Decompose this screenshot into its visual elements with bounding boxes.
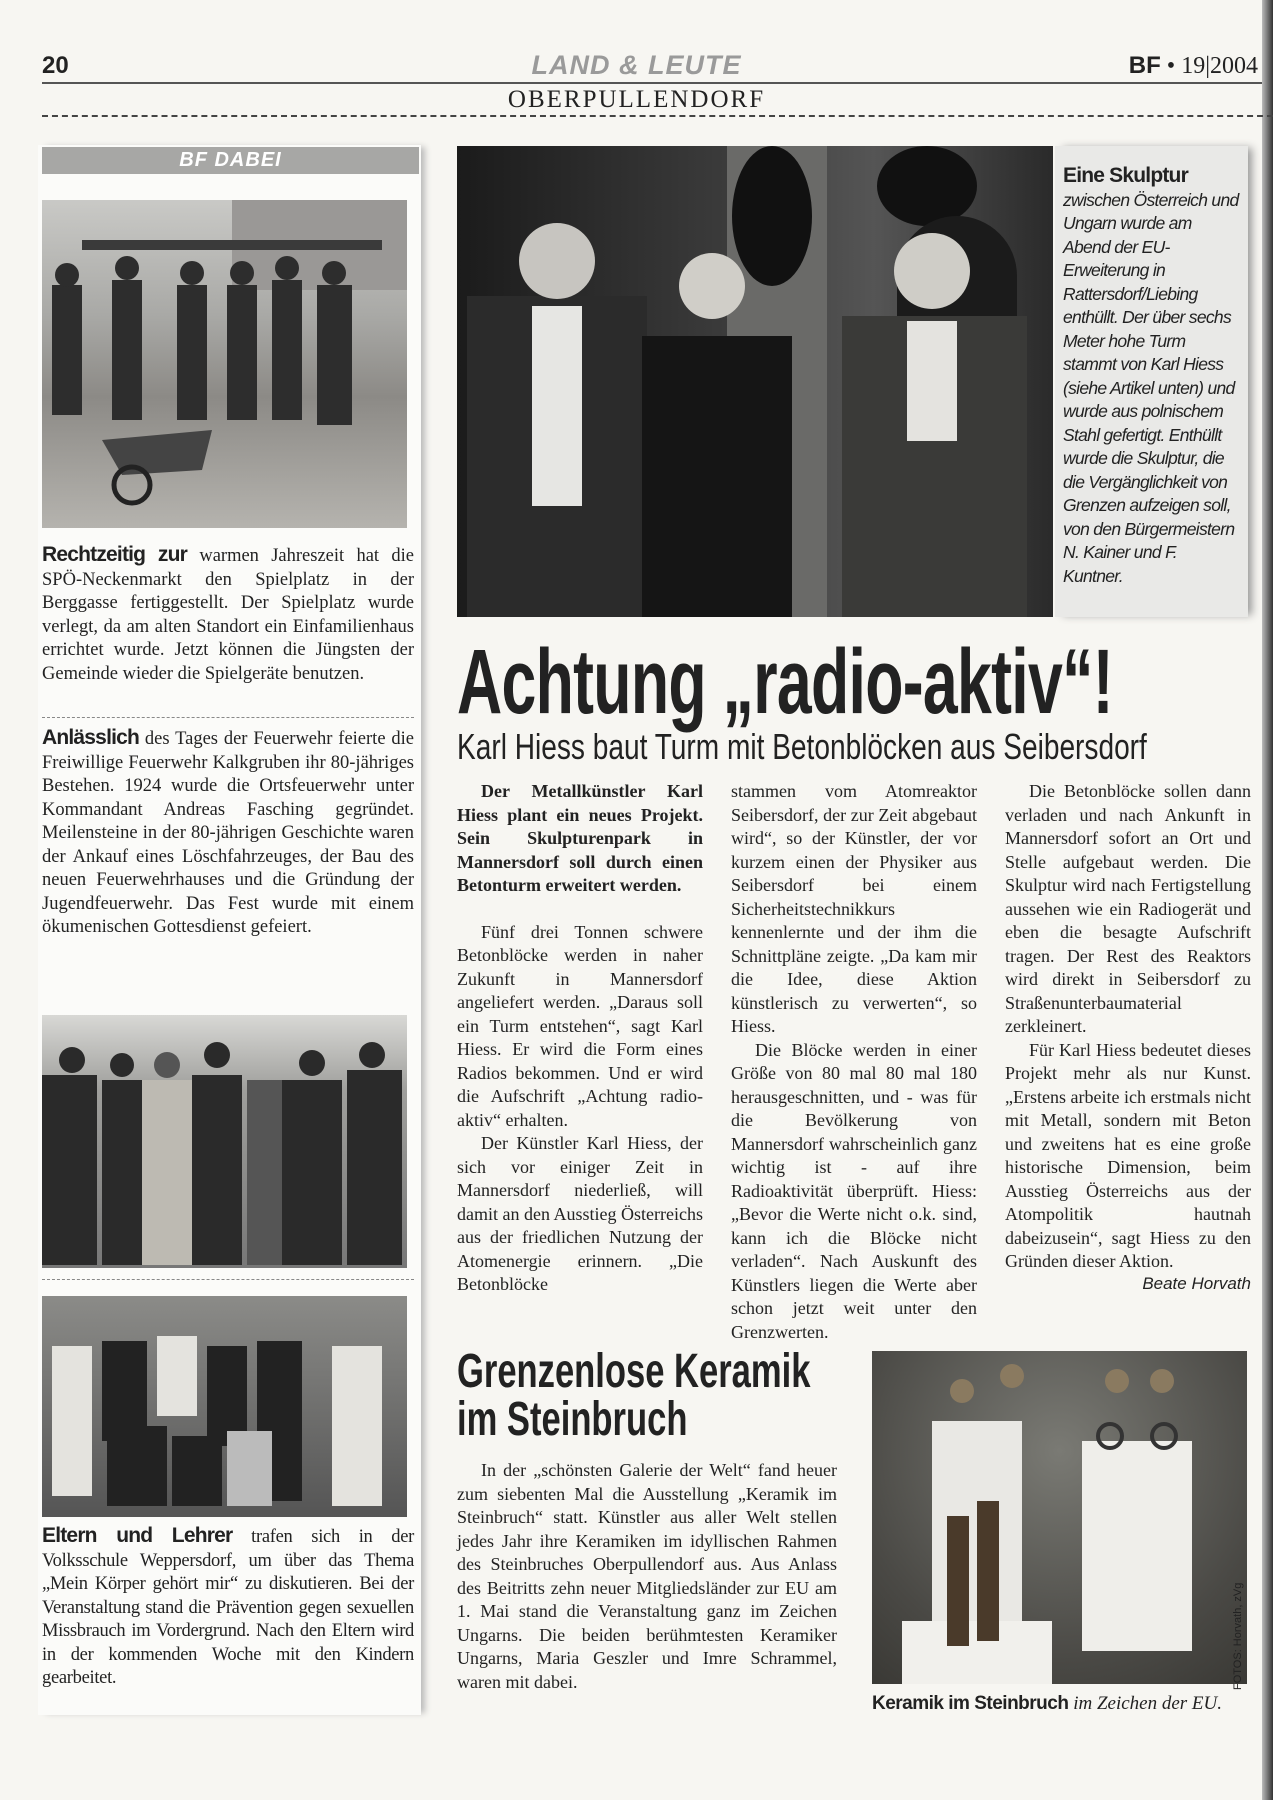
headline-line: im Steinbruch [457,1393,688,1446]
sidebar-banner: BF DABEI [42,147,419,174]
lead-in: Eltern und Lehrer [42,1524,233,1547]
item-text: warmen Jahreszeit hat die SPÖ-Neckenmarkt den Spielplatz in der Berggasse fertiggestellt. Der Spielplatz wurde verlegt, da am alten Standort ein Einfamilienhaus errichtet wurde. Jetzt können die Jüngsten der Gemeinde wieder die Spielgeräte benutzen. [42,546,414,684]
school-meeting-photo [42,1296,407,1517]
fire-brigade-photo-illustration [42,1015,407,1268]
paragraph: Für Karl Hiess bedeutet dieses Projekt mehr als nur Kunst. „Erstens arbeite ich erstmals nicht mit Metall, sondern mit Beton und zweitens hat es eine große historische Dimension, beim Ausstieg Österreichs aus der Atompolitik hautnah dabeizusein“, sagt Hiess zu den Gründen dieser Aktion. [1005,1039,1251,1271]
publication-name: BF [1128,52,1161,79]
keramik-headline [457,1345,811,1446]
sidebar-item-playground [42,543,414,686]
photo-credit: FOTOS: Horvath, zVg [1232,1582,1244,1690]
article-column-2 [731,780,977,1344]
scan-edge-shadow [1262,0,1273,1800]
article-subheadline: Karl Hiess baut Turm mit Betonblöcken aus Seibersdorf [457,726,1147,767]
school-meeting-photo-illustration [42,1296,407,1517]
ceramics-photo-caption [872,1693,1222,1715]
article-headline: Achtung „radio-aktiv“! [457,631,1113,733]
issue-info [1129,52,1258,80]
header-dashed-divider [42,115,1273,117]
header-rule [42,82,1262,84]
item-text: des Tages der Feuerwehr feierte die Freiwillige Feuerwehr Kalkgruben ihr 80-jähriges Bestehen. 1924 wurde die Ortsfeuerwehr unter Kommandant Andreas Fasching gegründet. Meilensteine in der 80-jährigen Geschichte waren der Ankauf eines Löschfahrzeuges, der Bau des neuen Feuerwehrhauses und die Gründung der Jugendfeuerwehr. Das Fest wurde mit einem ökumenischen Gottesdienst gefeiert. [42,729,414,937]
separator-dot: • [1166,53,1176,79]
sidebar-item-school [42,1524,414,1691]
paragraph: Die Betonblöcke sollen dann verladen und nach Ankunft in Mannersdorf sofort an Ort und Stelle aufgebaut werden. Die Skulptur wird nach Fertigstellung aussehen wie ein Radiogerät und eben die besagte Aufschrift tragen. Der Rest des Reaktors wird direkt in Seibersdorf zu Straßenunterbaumaterial zerkleinert. [1005,781,1251,1036]
section-title: LAND & LEUTE [531,50,742,80]
paragraph: In der „schönsten Galerie der Welt“ fand heuer zum siebenten Mal die Ausstellung „Keramik im Steinbruch“ statt. Künstler aus aller Welt stellen jedes Jahr ihre Keramiken im idyllischen Rahmen des Steinbruches Oberpullendorf aus. Aus Anlass des Beitritts zehn neuer Mitgliedsländer zur EU am 1. Mai stand die Veranstaltung ganz im Zeichen Ungarns. Die beiden berühmtesten Keramiker Ungarns, Maria Geszler und Imre Schrammel, waren mit dabei. [457,1460,837,1692]
sidebar-dashed-divider [42,717,414,718]
playground-photo [42,200,407,528]
paragraph: Fünf drei Tonnen schwere Betonblöcke werden in naher Zukunft in Mannersdorf angeliefert werden. „Daraus soll ein Turm entstehen“, sagt Karl Hiess. Er wird die Form eines Radios bekommen. Und er wird die Aufschrift „Achtung radio-aktiv“ erhalten. [457,921,703,1130]
region-title: OBERPULLENDORF [507,86,766,113]
ceramics-photo-illustration [872,1351,1247,1684]
main-photo-caption [1055,146,1248,617]
paragraph: Die Blöcke werden in einer Größe von 80 mal 80 mal 180 herausgeschnitten, und - was für die Bevölkerung von Mannersdorf wahrscheinlich ganz wichtig ist - auf ihre Radioaktivität überprüft. Hiess: „Bevor die Werte nicht o.k. sind, kann ich die Blöcke nicht verladen“. Nach Auskunft des Künstlers liegen die Werte aber schon jetzt weit unter den Grenzwerten. [731,1039,977,1342]
sculpture-unveiling-photo [457,146,1053,617]
sidebar-item-fire-brigade [42,726,414,940]
caption-lead: Keramik im Steinbruch [872,1693,1069,1714]
paragraph: Der Künstler Karl Hiess, der sich vor einiger Zeit in Mannersdorf niederließ, will damit an den Ausstieg Österreichs aus der friedlichen Nutzung der Atomenergie erinnern. „Die Betonblöcke [457,1133,703,1294]
caption-text: zwischen Österreich und Ungarn wurde am Abend der EU-Erweiterung in Rattersdorf/Liebing enthüllt. Der über sechs Meter hohe Turm stammt von Karl Hiess (siehe Artikel unten) und wurde aus polnischem Stahl gefertigt. Enthüllt wurde die Skulptur, die die Vergänglichkeit von Grenzen aufzeigen soll, von den Bürgermeistern N. Kainer und F. Kuntner. [1063,189,1239,586]
fire-brigade-photo [42,1015,407,1268]
article-column-1 [457,780,703,1297]
article-intro: Der Metallkünstler Karl Hiess plant ein neues Projekt. Sein Skulpturenpark in Mannersdorf soll durch einen Betonturm erweitert werden. [457,781,703,895]
keramik-body [457,1459,837,1694]
playground-photo-illustration [42,200,407,528]
headline-line: Grenzenlose Keramik [457,1345,811,1398]
sculpture-unveiling-photo-illustration [457,146,1053,617]
issue-number: 19|2004 [1181,53,1258,79]
page-number: 20 [42,52,69,79]
ceramics-photo [872,1351,1247,1684]
caption-lead: Eine Skulptur [1063,164,1188,187]
sidebar-dashed-divider [42,1279,414,1280]
item-text: trafen sich in der Volksschule Weppersdorf, um über das Thema „Mein Körper gehört mir“ zu diskutieren. Bei der Veranstaltung stand die Prävention gegen sexuellen Missbrauch im Vordergrund. Nach den Eltern wird in der kommenden Woche mit den Kindern gearbeitet. [42,1527,414,1688]
paragraph: stammen vom Atomreaktor Seibersdorf, der zur Zeit abgebaut wird“, so der Künstler, der vor kurzem einen der Physiker aus Seibersdorf bei einem Sicherheitstechnikkurs kennenlernte und der ihm die Schnittpläne zeigte. „Da kam mir die Idee, diese Aktion künstlerisch zu verwerten“, so Hiess. [731,781,977,1036]
article-column-3 [1005,780,1251,1294]
caption-text: im Zeichen der EU. [1068,1693,1223,1714]
article-author: Beate Horvath [1142,1273,1251,1293]
lead-in: Anlässlich [42,726,140,749]
lead-in: Rechtzeitig zur [42,543,188,566]
